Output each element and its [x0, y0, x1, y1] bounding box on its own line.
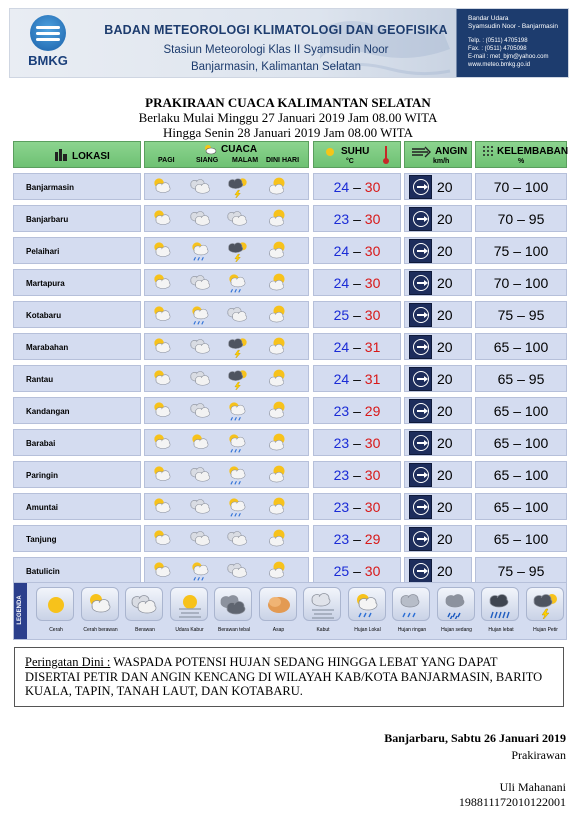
location-cell: [13, 237, 141, 264]
table-row: [13, 269, 567, 296]
wind-speed: 20: [437, 467, 453, 483]
thunder-icon: [227, 176, 249, 198]
temp-min: 23: [333, 531, 350, 547]
temp-max: 30: [364, 179, 381, 195]
rain-sun-icon: [227, 432, 249, 454]
temp-max: 29: [364, 403, 381, 419]
wind-speed: 20: [437, 275, 453, 291]
contact-fax: Fax. : (0511) 4705098: [468, 46, 527, 52]
temperature-cell: 23 – 30: [313, 205, 401, 232]
temp-max: 30: [364, 307, 381, 323]
rain-sun-icon: [227, 272, 249, 294]
table-row: [13, 493, 567, 520]
humidity-value: 65 – 100: [493, 499, 549, 515]
heavy-rain-icon: [487, 591, 515, 619]
location-name: Kandangan: [26, 407, 70, 416]
humidity-cell: [475, 493, 567, 520]
cloudy-sun-icon: [152, 176, 174, 198]
cloudy-sun-icon: [190, 432, 212, 454]
table-row: [13, 173, 567, 200]
contact-web[interactable]: www.meteo.bmkg.go.id: [468, 62, 531, 68]
temp-min: 23: [333, 499, 350, 515]
temp-max: 29: [364, 531, 381, 547]
hazy-sun-icon: [176, 591, 204, 619]
partly-cloudy-icon: [268, 560, 290, 582]
rain-sun-icon: [190, 560, 212, 582]
legend-side-label: LEGENDA: [17, 595, 23, 625]
station-name: Stasiun Meteorologi Klas II Syamsudin Noor: [163, 44, 389, 56]
location-cell: [13, 333, 141, 360]
wind-cell: [404, 333, 472, 360]
temperature-cell: 23 – 29: [313, 525, 401, 552]
legend: [13, 582, 567, 640]
cloudy-icon: [190, 272, 212, 294]
temperature-cell: 24 – 30: [313, 269, 401, 296]
compass-icon: [409, 367, 432, 391]
humidity-value: 75 – 95: [497, 563, 545, 579]
legend-item: [214, 587, 254, 639]
partly-cloudy-icon: [268, 176, 290, 198]
legend-side-bar: [14, 583, 27, 639]
header-kelembaban: [475, 141, 567, 168]
compass-icon: [409, 527, 432, 551]
legend-icon-box: [437, 587, 475, 621]
temp-min: 23: [333, 467, 350, 483]
valid-from: Berlaku Mulai Minggu 27 Januari 2019 Jam 08.00 WITA: [138, 110, 438, 125]
temperature-cell: 25 – 30: [313, 301, 401, 328]
humidity-value: 65 – 100: [493, 403, 549, 419]
contact-email[interactable]: E-mail : met_bjm@yahoo.com: [468, 54, 549, 60]
compass-icon: [409, 399, 432, 423]
thermometer-sun-icon: [323, 145, 337, 159]
legend-icon-box: [81, 587, 119, 621]
fog-icon: [309, 591, 337, 619]
temp-max: 30: [364, 467, 381, 483]
contact-title-1: Bandar Udara: [468, 15, 509, 22]
location-cell: [13, 173, 141, 200]
legend-icon-box: [526, 587, 564, 621]
temp-min: 24: [333, 243, 350, 259]
compass-icon: [409, 335, 432, 359]
rain-sun-icon: [227, 464, 249, 486]
location-name: Amuntai: [26, 503, 58, 512]
location-name: Banjarmasin: [26, 183, 75, 192]
humidity-cell: [475, 365, 567, 392]
location-cell: [13, 461, 141, 488]
humidity-cell: [475, 205, 567, 232]
humidity-value: 65 – 100: [493, 339, 549, 355]
table-body: [13, 173, 567, 584]
table-row: [13, 205, 567, 232]
humidity-cell: [475, 461, 567, 488]
temp-min: 24: [333, 371, 350, 387]
thermometer-icon: [382, 145, 390, 165]
header-suhu: [313, 141, 401, 168]
rain-sun-icon: [190, 240, 212, 262]
table-row: [13, 237, 567, 264]
temperature-cell: 23 – 30: [313, 429, 401, 456]
wind-speed: 20: [437, 211, 453, 227]
sunny-icon: [42, 591, 70, 619]
humidity-cell: [475, 333, 567, 360]
wind-speed: 20: [437, 531, 453, 547]
legend-label: Hujan sedang: [441, 627, 472, 633]
table-row: [13, 525, 567, 552]
cloudy-sun-icon: [152, 272, 174, 294]
location-name: Martapura: [26, 279, 65, 288]
partly-cloudy-icon: [268, 528, 290, 550]
temp-max: 30: [364, 563, 381, 579]
legend-item: [348, 587, 388, 639]
wind-cell: [404, 557, 472, 584]
table-row: [13, 557, 567, 584]
header-suhu-unit: °C: [346, 158, 354, 165]
cloudy-icon: [190, 336, 212, 358]
light-rain-icon: [398, 591, 426, 619]
header-suhu-label: SUHU: [341, 146, 370, 157]
location-name: Banjarbaru: [26, 215, 69, 224]
temp-min: 23: [333, 211, 350, 227]
temperature-cell: 23 – 29: [313, 397, 401, 424]
humidity-cell: [475, 525, 567, 552]
warning-label: Peringatan Dini :: [25, 655, 111, 669]
legend-icon-box: [348, 587, 386, 621]
wind-cell: [404, 301, 472, 328]
table-row: [13, 333, 567, 360]
compass-icon: [409, 559, 432, 583]
forecast-table: [13, 141, 567, 584]
cloudy-icon: [190, 464, 212, 486]
legend-item: [526, 587, 566, 639]
weather-icon: [203, 143, 217, 155]
table-row: [13, 397, 567, 424]
header-cuaca-label: CUACA: [221, 144, 258, 155]
cloudy-icon: [227, 528, 249, 550]
header-banner: [9, 8, 569, 78]
legend-icon-box: [170, 587, 208, 621]
wind-speed: 20: [437, 403, 453, 419]
temp-min: 24: [333, 179, 350, 195]
humidity-value: 70 – 100: [493, 275, 549, 291]
cloudy-sun-icon: [152, 560, 174, 582]
partly-cloudy-icon: [268, 336, 290, 358]
legend-label: Hujan ringan: [397, 627, 427, 633]
location-cell: [13, 397, 141, 424]
temperature-cell: 25 – 30: [313, 557, 401, 584]
wind-speed: 20: [437, 179, 453, 195]
legend-item: [392, 587, 432, 639]
header-pagi: PAGI: [158, 157, 175, 164]
cloudy-icon: [131, 591, 159, 619]
humidity-cell: [475, 269, 567, 296]
cloudy-sun-icon: [152, 304, 174, 326]
cloudy-sun-icon: [152, 240, 174, 262]
compass-icon: [409, 207, 432, 231]
compass-icon: [409, 463, 432, 487]
legend-icon-box: [481, 587, 519, 621]
location-cell: [13, 429, 141, 456]
humidity-value: 75 – 100: [493, 243, 549, 259]
cloudy-icon: [190, 176, 212, 198]
humidity-value: 65 – 100: [493, 435, 549, 451]
wind-icon: [411, 146, 431, 158]
cloudy-icon: [227, 208, 249, 230]
header-angin-unit: km/h: [433, 158, 450, 165]
compass-icon: [409, 239, 432, 263]
header-kelembaban-unit: %: [518, 158, 525, 165]
wind-cell: [404, 493, 472, 520]
location-cell: [13, 525, 141, 552]
cloudy-icon: [227, 560, 249, 582]
humidity-cell: [475, 429, 567, 456]
legend-icon-box: [259, 587, 297, 621]
legend-item: [437, 587, 477, 639]
partly-cloudy-icon: [268, 208, 290, 230]
legend-item: [303, 587, 343, 639]
agency-name: BADAN METEOROLOGI KLIMATOLOGI DAN GEOFISIKA: [104, 23, 448, 37]
cloudy-icon: [190, 400, 212, 422]
wind-cell: [404, 269, 472, 296]
compass-icon: [409, 495, 432, 519]
rain-sun-icon: [354, 591, 382, 619]
partly-cloudy-icon: [268, 496, 290, 518]
legend-item: [125, 587, 165, 639]
signature-place-date: Banjarbaru, Sabtu 26 Januari 2019: [384, 731, 566, 745]
bmkg-logo: [18, 15, 76, 75]
temp-max: 31: [364, 339, 381, 355]
humidity-value: 75 – 95: [497, 307, 545, 323]
legend-label: Udara Kabur: [175, 627, 204, 633]
rain-sun-icon: [190, 304, 212, 326]
compass-icon: [409, 431, 432, 455]
header-angin: [404, 141, 472, 168]
humidity-cell: [475, 557, 567, 584]
temp-max: 30: [364, 211, 381, 227]
wind-speed: 20: [437, 307, 453, 323]
location-name: Batulicin: [26, 567, 60, 576]
header-siang: SIANG: [196, 157, 219, 164]
location-name: Tanjung: [26, 535, 57, 544]
header-angin-label: ANGIN: [435, 146, 468, 157]
cloudy-sun-icon: [152, 464, 174, 486]
legend-label: Cerah: [49, 627, 63, 633]
humidity-value: 70 – 100: [493, 179, 549, 195]
temperature-cell: 24 – 30: [313, 173, 401, 200]
header-lokasi-label: LOKASI: [72, 151, 110, 162]
thunder-icon: [227, 336, 249, 358]
location-cell: [13, 269, 141, 296]
wind-speed: 20: [437, 499, 453, 515]
temp-min: 25: [333, 307, 350, 323]
temp-max: 31: [364, 371, 381, 387]
location-name: Kotabaru: [26, 311, 62, 320]
compass-icon: [409, 303, 432, 327]
location-cell: [13, 557, 141, 584]
legend-label: Hujan Lokal: [354, 627, 381, 633]
contact-telp: Telp. : (0511) 4705198: [468, 38, 528, 44]
thunder-icon: [532, 591, 560, 619]
cloudy-sun-icon: [152, 368, 174, 390]
cloudy-icon: [190, 208, 212, 230]
partly-cloudy-icon: [268, 272, 290, 294]
cloudy-icon: [190, 368, 212, 390]
page-title: PRAKIRAAN CUACA KALIMANTAN SELATAN: [145, 95, 431, 110]
temperature-cell: 24 – 30: [313, 237, 401, 264]
cloudy-sun-icon: [152, 208, 174, 230]
moderate-rain-icon: [443, 591, 471, 619]
location-cell: [13, 365, 141, 392]
legend-item: [170, 587, 210, 639]
wind-cell: [404, 173, 472, 200]
legend-item: [259, 587, 299, 639]
temperature-cell: 24 – 31: [313, 365, 401, 392]
legend-label: Kabut: [316, 627, 330, 633]
partly-cloudy-icon: [268, 368, 290, 390]
compass-icon: [409, 271, 432, 295]
contact-title-2: Syamsudin Noor - Banjarmasin: [468, 23, 558, 30]
temp-min: 25: [333, 563, 350, 579]
legend-icon-box: [214, 587, 252, 621]
wind-speed: 20: [437, 371, 453, 387]
table-row: [13, 429, 567, 456]
temp-max: 30: [364, 243, 381, 259]
header-malam: MALAM: [232, 157, 259, 164]
partly-cloudy-icon: [268, 240, 290, 262]
partly-cloudy-icon: [268, 464, 290, 486]
wind-speed: 20: [437, 563, 453, 579]
legend-label: Hujan Petir: [533, 627, 558, 633]
table-header: [13, 141, 567, 168]
overcast-icon: [220, 591, 248, 619]
legend-item: [36, 587, 76, 639]
cloudy-sun-icon: [152, 496, 174, 518]
temp-max: 30: [364, 435, 381, 451]
location-name: Marabahan: [26, 343, 69, 352]
partly-cloudy-icon: [268, 432, 290, 454]
contact-info: [468, 15, 569, 69]
signature-nip: 198811172010122001: [458, 795, 566, 809]
station-city: Banjarmasin, Kalimantan Selatan: [190, 61, 362, 73]
humidity-value: 65 – 100: [493, 531, 549, 547]
legend-item: [81, 587, 121, 639]
rain-sun-icon: [227, 496, 249, 518]
smoke-icon: [265, 591, 293, 619]
humidity-cell: [475, 397, 567, 424]
legend-label: Asap: [272, 627, 285, 633]
cloudy-sun-icon: [87, 591, 115, 619]
legend-item: [481, 587, 521, 639]
cloudy-icon: [190, 496, 212, 518]
location-name: Rantau: [26, 375, 54, 384]
legend-icon-box: [303, 587, 341, 621]
cloudy-sun-icon: [152, 432, 174, 454]
thunder-icon: [227, 240, 249, 262]
temp-max: 30: [364, 499, 381, 515]
humidity-cell: [475, 301, 567, 328]
legend-label: Berawan: [135, 627, 155, 633]
wind-cell: [404, 237, 472, 264]
location-cell: [13, 205, 141, 232]
partly-cloudy-icon: [268, 400, 290, 422]
location-name: Barabai: [26, 439, 56, 448]
humidity-value: 65 – 100: [493, 467, 549, 483]
header-dini-hari: DINI HARI: [266, 157, 300, 164]
header-kelembaban-label: KELEMBABAN: [497, 146, 569, 157]
humidity-cell: [475, 237, 567, 264]
location-name: Pelaihari: [26, 247, 60, 256]
legend-label: Hujan lebat: [488, 627, 514, 633]
wind-cell: [404, 525, 472, 552]
temperature-cell: 24 – 31: [313, 333, 401, 360]
city-icon: [54, 147, 68, 161]
legend-label: Berawan tebal: [218, 627, 250, 633]
wind-speed: 20: [437, 435, 453, 451]
temperature-cell: 23 – 30: [313, 493, 401, 520]
wind-speed: 20: [437, 339, 453, 355]
rain-sun-icon: [227, 400, 249, 422]
warning-text: WASPADA POTENSI HUJAN SEDANG HINGGA LEBAT YANG DAPAT DISERTAI PETIR DAN ANGIN KENCANG DI WILAYAH KAB/KOTA BANJARMASIN, BARITO KUALA, TAPIN, TANAH LAUT, DAN KOTABARU.: [25, 655, 543, 698]
wind-cell: [404, 205, 472, 232]
temp-min: 24: [333, 275, 350, 291]
legend-icon-box: [392, 587, 430, 621]
cloudy-icon: [190, 528, 212, 550]
temp-min: 23: [333, 435, 350, 451]
table-row: [13, 365, 567, 392]
partly-cloudy-icon: [268, 304, 290, 326]
table-row: [13, 301, 567, 328]
humidity-icon: [482, 145, 494, 157]
humidity-value: 70 – 95: [497, 211, 545, 227]
logo-text: BMKG: [28, 53, 68, 68]
wind-speed: 20: [437, 243, 453, 259]
signature-role: Prakirawan: [511, 748, 566, 762]
legend-label: Cerah berawan: [83, 627, 118, 633]
cloudy-icon: [227, 304, 249, 326]
temperature-cell: 23 – 30: [313, 461, 401, 488]
cloudy-sun-icon: [152, 336, 174, 358]
early-warning-box: [14, 647, 564, 707]
wind-cell: [404, 429, 472, 456]
cloudy-sun-icon: [152, 528, 174, 550]
header-cuaca: [144, 141, 309, 168]
table-row: [13, 461, 567, 488]
location-cell: [13, 301, 141, 328]
humidity-cell: [475, 173, 567, 200]
wind-cell: [404, 461, 472, 488]
location-cell: [13, 493, 141, 520]
temp-min: 23: [333, 403, 350, 419]
temp-min: 24: [333, 339, 350, 355]
humidity-value: 65 – 95: [497, 371, 545, 387]
legend-icon-box: [125, 587, 163, 621]
temp-max: 30: [364, 275, 381, 291]
valid-until: Hingga Senin 28 Januari 2019 Jam 08.00 WITA: [162, 125, 413, 140]
wind-cell: [404, 365, 472, 392]
header-lokasi: [13, 141, 141, 168]
thunder-icon: [227, 368, 249, 390]
wind-cell: [404, 397, 472, 424]
location-name: Paringin: [26, 471, 59, 480]
cloudy-sun-icon: [152, 400, 174, 422]
compass-icon: [409, 175, 432, 199]
legend-icon-box: [36, 587, 74, 621]
signature-name: Uli Mahanani: [499, 780, 566, 794]
